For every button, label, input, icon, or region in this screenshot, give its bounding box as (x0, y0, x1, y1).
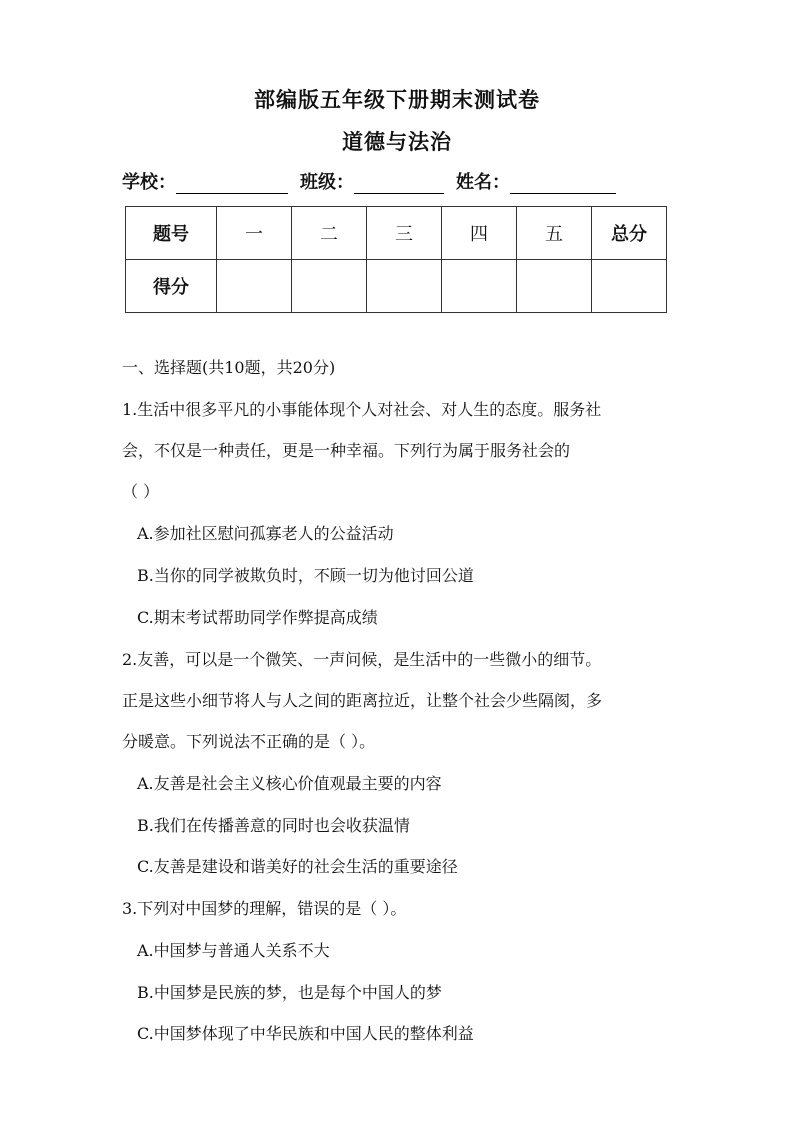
question-2-line-1: 2.友善，可以是一个微笑、一声问候，是生活中的一些微小的细节。 (122, 650, 602, 669)
question-2-option-b: B.我们在传播善意的同时也会收获温情 (137, 816, 410, 835)
section-heading: 一、选择题(共10题，共20分) (122, 358, 336, 377)
score-cell[interactable] (592, 260, 667, 313)
table-cell-part-4: 四 (442, 207, 517, 260)
score-table-header-row (126, 207, 667, 260)
table-cell-question-number: 题号 (126, 207, 217, 260)
table-cell-total: 总分 (592, 207, 667, 260)
table-cell-part-2: 二 (292, 207, 367, 260)
question-2-option-a: A.友善是社会主义核心价值观最主要的内容 (137, 774, 442, 793)
score-cell[interactable] (292, 260, 367, 313)
question-3-option-a: A.中国梦与普通人关系不大 (137, 941, 330, 960)
student-info-row (122, 168, 682, 194)
school-blank[interactable] (176, 173, 288, 194)
class-label: 班级： (300, 172, 354, 193)
question-3-line-1: 3.下列对中国梦的理解，错误的是（ ）。 (122, 899, 407, 918)
score-table-score-row (126, 260, 667, 313)
score-cell[interactable] (442, 260, 517, 313)
school-label: 学校： (122, 172, 176, 193)
table-cell-part-1: 一 (217, 207, 292, 260)
table-cell-part-5: 五 (517, 207, 592, 260)
question-1-option-c: C.期末考试帮助同学作弊提高成绩 (137, 608, 378, 627)
question-1-line-2: 会，不仅是一种责任，更是一种幸福。下列行为属于服务社会的 (122, 441, 571, 460)
question-2-option-c: C.友善是建设和谐美好的社会生活的重要途径 (137, 857, 458, 876)
class-blank[interactable] (354, 173, 444, 194)
question-3-option-b: B.中国梦是民族的梦，也是每个中国人的梦 (137, 983, 442, 1002)
score-cell[interactable] (517, 260, 592, 313)
page-subtitle: 道德与法治 (342, 129, 452, 154)
table-cell-part-3: 三 (367, 207, 442, 260)
name-label: 姓名： (456, 172, 510, 193)
score-cell[interactable] (217, 260, 292, 313)
question-3-option-c: C.中国梦体现了中华民族和中国人民的整体利益 (137, 1024, 474, 1043)
question-2-line-3: 分暖意。下列说法不正确的是（ ）。 (122, 732, 376, 751)
page-title: 部编版五年级下册期末测试卷 (254, 87, 540, 112)
question-1-line-1: 1.生活中很多平凡的小事能体现个人对社会、对人生的态度。服务社 (122, 400, 602, 419)
table-cell-score-label: 得分 (126, 260, 217, 313)
question-2-line-2: 正是这些小细节将人与人之间的距离拉近，让整个社会少些隔阂，多 (122, 691, 603, 710)
score-cell[interactable] (367, 260, 442, 313)
question-1-option-a: A.参加社区慰问孤寡老人的公益活动 (137, 524, 394, 543)
question-1-line-3: （ ） (122, 482, 160, 501)
name-blank[interactable] (510, 173, 616, 194)
question-1-option-b: B.当你的同学被欺负时，不顾一切为他讨回公道 (137, 566, 474, 585)
score-table (125, 206, 667, 313)
